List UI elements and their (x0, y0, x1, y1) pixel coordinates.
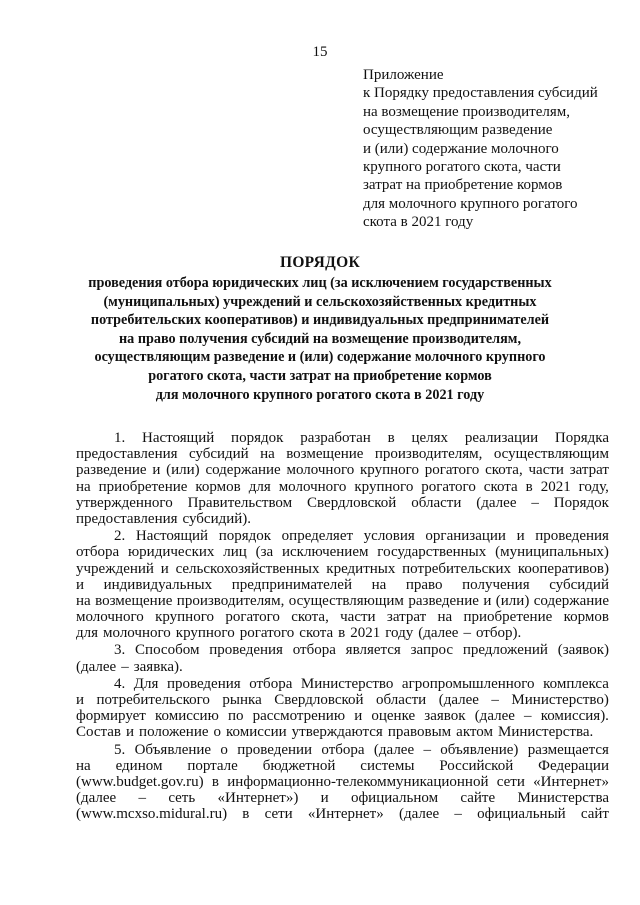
subtitle-line: осуществляющим разведение и (или) содержание молочного крупного (94, 349, 546, 366)
paragraph-line: 3. Способом проведения отбора является запрос предложений (заявок) (114, 642, 609, 659)
page-number: 15 (312, 44, 328, 60)
paragraph-line: на приобретение кормов для молочного крупного рогатого скота в 2021 году, (76, 478, 609, 495)
appendix-line: для молочного крупного рогатого (363, 195, 578, 212)
appendix-line: к Порядку предоставления субсидий (363, 85, 598, 102)
document-body (76, 430, 609, 824)
appendix-line: на возмещение производителям, (363, 103, 570, 120)
subtitle-line: проведения отбора юридических лиц (за исключением государственных (88, 275, 552, 291)
subtitle-line: потребительских кооперативов) и индивидуальных предпринимателей (90, 312, 550, 329)
paragraph (76, 742, 609, 823)
paragraph-line: (www.budget.gov.ru) в информационно-телекоммуникационной сети «Интернет» (76, 773, 609, 790)
appendix-line: скота в 2021 году (363, 214, 474, 231)
paragraph-line: для молочного крупного рогатого скота в 2021 году (далее – отбор). (76, 625, 522, 642)
subtitle-line: на право получения субсидий на возмещение производителям, (119, 330, 521, 347)
appendix-line: крупного рогатого скота, части (363, 159, 561, 176)
paragraph (76, 430, 609, 527)
paragraph-line: 2. Настоящий порядок определяет условия организации и проведения (114, 528, 609, 545)
paragraph-line: предоставления субсидий). (76, 510, 252, 527)
document-subtitle (0, 274, 640, 404)
appendix-line: и (или) содержание молочного (363, 140, 559, 157)
paragraph-line: 5. Объявление о проведении отбора (далее – объявление) размещается (114, 741, 609, 758)
paragraph-line: молочного крупного рогатого скота, части затрат на приобретение кормов (76, 609, 609, 626)
appendix-line: Приложение (363, 67, 444, 83)
paragraph (76, 676, 609, 741)
paragraph-line: на едином портале бюджетной системы Российской Федерации (76, 757, 609, 774)
document-title: ПОРЯДОК (279, 254, 361, 271)
paragraph-line: (далее – сеть «Интернет») и официальном сайте Министерства (76, 790, 609, 807)
paragraph-line: (www.mcxso.midural.ru) в сети «Интернет» (далее – официальный сайт (76, 806, 609, 823)
subtitle-line: рогатого скота, части затрат на приобретение кормов (148, 367, 492, 384)
appendix-line: осуществляющим разведение (363, 122, 553, 139)
paragraph-line: (далее – заявка). (76, 658, 183, 675)
paragraph-line: учреждений и сельскохозяйственных кредитных потребительских кооперативов) (76, 560, 609, 577)
paragraph-line: и индивидуальных предпринимателей на право получения субсидий (76, 576, 609, 593)
paragraph-line: формирует комиссию по рассмотрению и оценке заявок (далее – комиссия). (76, 708, 609, 725)
paragraph-line: утвержденного Правительством Свердловской области (далее – Порядок (76, 494, 609, 511)
paragraph-line: отбора юридических лиц (за исключением государственных (муниципальных) (76, 544, 609, 561)
paragraph (76, 528, 609, 641)
paragraph-line: 1. Настоящий порядок разработан в целях реализации Порядка (114, 430, 609, 446)
paragraph (76, 642, 609, 674)
subtitle-line: (муниципальных) учреждений и сельскохозяйственных кредитных (103, 293, 537, 310)
paragraph-line: предоставления субсидий на возмещение производителям, осуществляющим (76, 446, 609, 463)
paragraph-line: и потребительского рынка Свердловской области (далее – Министерство) (76, 692, 609, 708)
appendix-block (363, 66, 625, 232)
subtitle-line: для молочного крупного рогатого скота в 2021 году (155, 386, 485, 403)
paragraph-line: на возмещение производителям, осуществляющим разведение и (или) содержание (76, 592, 609, 609)
paragraph-line: Состав и положение о комиссии утверждаются правовым актом Министерства. (76, 724, 594, 741)
paragraph-line: разведение и (или) содержание молочного крупного рогатого скота, части затрат (76, 462, 609, 479)
paragraph-line: 4. Для проведения отбора Министерство агропромышленного комплекса (114, 675, 609, 692)
appendix-line: затрат на приобретение кормов (363, 177, 563, 194)
